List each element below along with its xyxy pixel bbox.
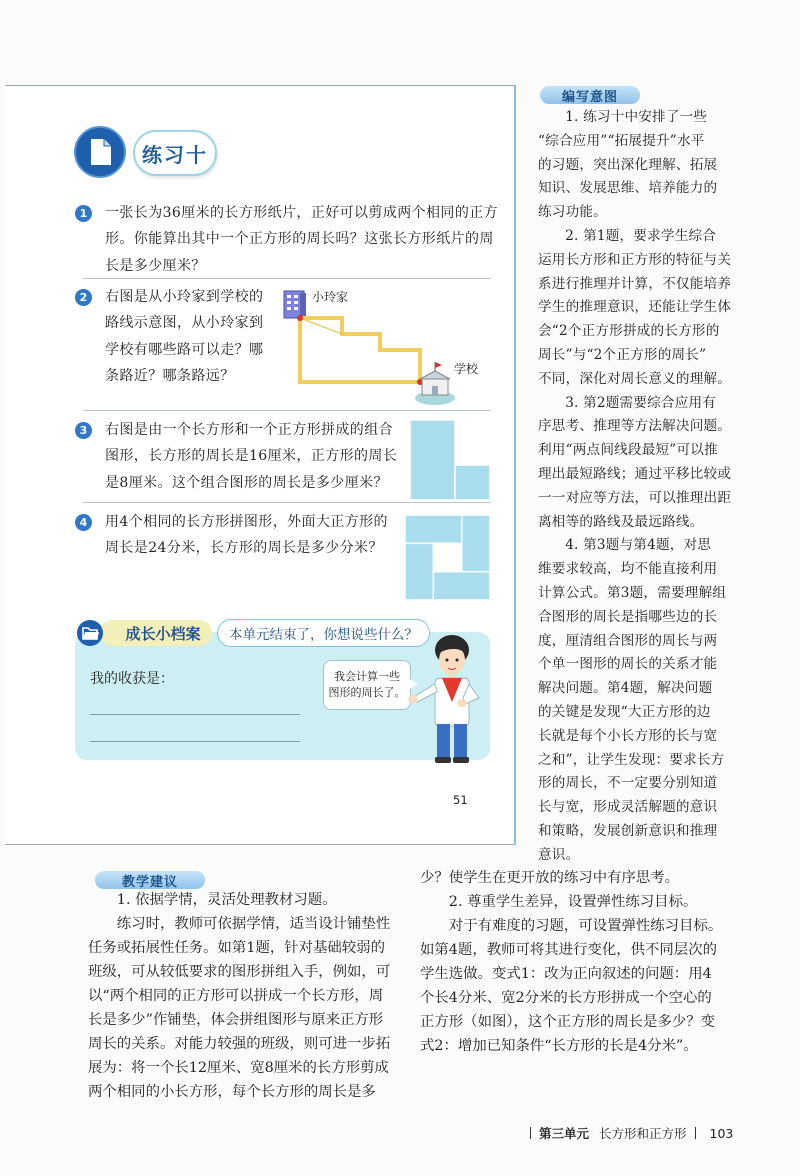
footer-chapter: 长方形和正方形 [599, 1126, 687, 1141]
intent-line: 一一对应等方法，可以推理出距 [538, 489, 732, 506]
intent-line: 个单一图形的周长的关系才能 [538, 656, 718, 673]
intent-line: 离相等的路线及最远路线。 [538, 513, 704, 530]
harvest-label: 我的收获是： [90, 671, 174, 687]
intent-line: 维要求较高，均不能直接利用 [538, 561, 718, 578]
center-hole [433, 543, 461, 571]
intent-line: 和策略，发展创新意识和推理 [538, 822, 718, 839]
intent-line: 序思考、推理等方法解决问题。 [538, 418, 732, 435]
teaching-suggestions-label: 教学建议 [95, 871, 205, 889]
suggestion-line: 正方形（如图），这个正方形的周长是多少？变 [420, 1014, 716, 1030]
intent-line: 1. 练习十中安排了一些 [565, 109, 708, 125]
growth-file-title: 成长小档案 [100, 620, 212, 646]
footer-page-number: 103 [709, 1125, 734, 1141]
exercise-line: 右图是由一个长方形和一个正方形拼成的组合 [105, 422, 393, 438]
suggestions-left-column [88, 888, 390, 1104]
intent-paragraph [538, 225, 731, 392]
footer-divider [530, 1127, 531, 1139]
exercise-number-badge: 1 [75, 205, 92, 222]
suggestion-paragraph [420, 914, 722, 1058]
folder-icon [76, 619, 104, 647]
suggestion-line: 周长的关系。对能力较强的班级，则可进一步拓 [88, 1036, 391, 1052]
exercise-line: 形。你能算出其中一个正方形的周长吗？这张长方形纸片的周 [105, 231, 494, 248]
intent-line: 长与宽，形成灵活解题的意识 [538, 799, 718, 816]
exercise-line: 学校有哪些路可以走？哪 [105, 341, 264, 358]
exercise-number-badge: 2 [75, 289, 92, 306]
exercise-title: 练习十 [133, 130, 217, 176]
rectangle-top [405, 515, 462, 543]
suggestion-continuation [420, 866, 722, 890]
prompt-bubble: 本单元结束了，你想说些什么？ [217, 619, 430, 647]
intent-line: 长就是每个小长方形的长与宽 [538, 727, 718, 744]
footer-unit: 第三单元 [539, 1126, 590, 1141]
intent-line: 合图形的周长是指哪些边的长 [538, 608, 718, 625]
rectangle-left [405, 543, 433, 600]
composite-shape-figure [405, 415, 495, 505]
exercise-line: 是8厘米。这个组合图形的周长是多少厘米？ [105, 474, 388, 491]
intent-line: 4. 第3题与第4题，对思 [565, 537, 712, 554]
writing-line [90, 714, 300, 715]
intent-paragraph [538, 106, 731, 225]
intent-line: 运用长方形和正方形的特征与关 [538, 251, 732, 268]
writing-intent-column [538, 106, 731, 868]
exercise-line: 周长是24分米，长方形的周长是多少分米？ [105, 540, 383, 557]
exercise-line: 路线示意图，从小玲家到 [105, 315, 264, 332]
suggestion-line: 长是多少”作铺垫，体会拼组图形与原来正方形 [88, 1012, 384, 1028]
suggestion-line: 少？使学生在更开放的练习中有序思考。 [420, 870, 680, 886]
speech-line: 我会计算一些 [334, 670, 400, 683]
student-page-number: 51 [453, 793, 468, 807]
home-point [297, 315, 303, 321]
intent-line: “综合应用”“拓展提升”水平 [538, 132, 705, 149]
intent-line: 解决问题。第4题，解决问题 [538, 680, 713, 697]
exercise-line: 用4个相同的长方形拼图形，外面大正方形的 [105, 514, 388, 530]
suggestion-line: 学生选做。变式1：改为正向叙述的问题：用4 [420, 966, 712, 982]
intent-line: 形的周长，不一定要分别知道 [538, 775, 718, 792]
suggestion-line: 任务或拓展性任务。如第1题，针对基础较弱的 [88, 940, 385, 956]
intent-paragraph [538, 534, 731, 867]
intent-paragraph [538, 392, 731, 535]
hollow-square-figure [400, 510, 495, 605]
footer-divider [695, 1127, 696, 1139]
suggestion-line: 对于有难度的习题，可设置弹性练习目标。 [448, 918, 723, 934]
rectangle-bottom [433, 572, 490, 600]
writing-intent-label: 编写意图 [540, 86, 640, 104]
intent-line: 2. 第1题，要求学生综合 [565, 227, 717, 244]
intent-line: 知识、发展思维、培养能力的 [538, 180, 718, 197]
exercise-line: 右图是从小玲家到学校的 [105, 289, 264, 305]
school-label: 学校 [454, 362, 479, 376]
suggestion-line: 如第4题，教师可将其进行变化，供不同层次的 [420, 942, 717, 958]
boy-speech-bubble [323, 660, 411, 710]
suggestion-line: 展为：将一个长12厘米、宽8厘米的长方形剪成 [88, 1060, 389, 1076]
boy-illustration [405, 630, 490, 765]
intent-line: 学生的推理意识，还能让学生体 [538, 299, 732, 316]
divider [83, 410, 491, 411]
square-shape [455, 465, 490, 500]
route-edge [300, 318, 342, 334]
suggestions-right-column [420, 866, 722, 1058]
suggestion-line: 两个相同的小长方形，每个长方形的周长是多 [88, 1084, 376, 1100]
intent-line: 的关键是发现“大正方形的边 [538, 703, 711, 720]
document-icon [74, 126, 126, 178]
home-label: 小玲家 [312, 290, 349, 304]
rectangle-right [462, 515, 490, 572]
intent-line: 的习题，突出深化理解、拓展 [538, 156, 718, 173]
intent-line: 计算公式。第3题，需要理解组 [538, 584, 727, 601]
suggestion-paragraph [88, 912, 390, 1104]
intent-line: 3. 第2题需要综合应用有 [565, 394, 717, 411]
speech-line: 图形的周长了。 [328, 686, 406, 699]
suggestion-paragraph [88, 888, 390, 912]
writing-line [90, 741, 300, 742]
intent-line: 周长”与“2个正方形的周长” [538, 346, 707, 363]
exercise-4-text [105, 509, 388, 562]
exercise-line: 一张长为36厘米的长方形纸片，正好可以剪成两个相同的正方 [105, 205, 499, 221]
exercise-2-text [105, 284, 263, 390]
exercise-line: 条路近？哪条路远？ [105, 368, 235, 385]
suggestion-line: 个长4分米、宽2分米的长方形拼成一个空心的 [420, 990, 712, 1006]
exercise-number-badge: 3 [75, 422, 92, 439]
suggestion-line: 以“两个相同的正方形可以拼成一个长方形，周 [88, 988, 384, 1004]
suggestion-paragraph [420, 890, 722, 914]
intent-line: 会“2个正方形拼成的长方形的 [538, 323, 720, 340]
suggestion-line: 班级，可从较低要求的图形拼组入手，例如，可 [88, 964, 391, 980]
home-building-icon [284, 291, 306, 318]
exercise-1-text [105, 200, 498, 279]
exercise-line: 长是多少厘米？ [105, 257, 206, 274]
intent-line: 练习功能。 [538, 204, 607, 221]
exercise-number-badge: 4 [75, 514, 92, 531]
intent-line: 利用“两点间线段最短”可以推 [538, 442, 718, 459]
staircase-route [300, 318, 420, 382]
suggestion-line: 式2：增加已知条件“长方形的长是4分米”。 [420, 1038, 698, 1054]
intent-line: 意识。 [538, 846, 580, 863]
page-footer [522, 1124, 733, 1142]
intent-line: 理出最短路线；通过平移比较或 [538, 465, 732, 482]
exercise-3-text [105, 417, 397, 496]
route-map-figure [270, 280, 485, 410]
intent-line: 不同，深化对周长意义的理解。 [538, 370, 732, 387]
divider [83, 278, 491, 279]
suggestion-line: 练习时，教师可依据学情，适当设计铺垫性 [116, 916, 391, 932]
suggestion-line: 2. 尊重学生差异，设置弹性练习目标。 [448, 894, 698, 910]
intent-line: 系进行推理并计算，不仅能培养 [538, 275, 732, 292]
suggestion-line: 1. 依据学情，灵活处理教材习题。 [116, 892, 337, 908]
rectangle-shape [410, 420, 455, 500]
intent-line: 之和”，让学生发现：要求长方 [538, 751, 725, 768]
exercise-line: 图形，长方形的周长是16厘米，正方形的周长 [105, 448, 398, 465]
divider [83, 502, 491, 503]
intent-line: 度，厘清组合图形的周长与两 [538, 632, 718, 649]
